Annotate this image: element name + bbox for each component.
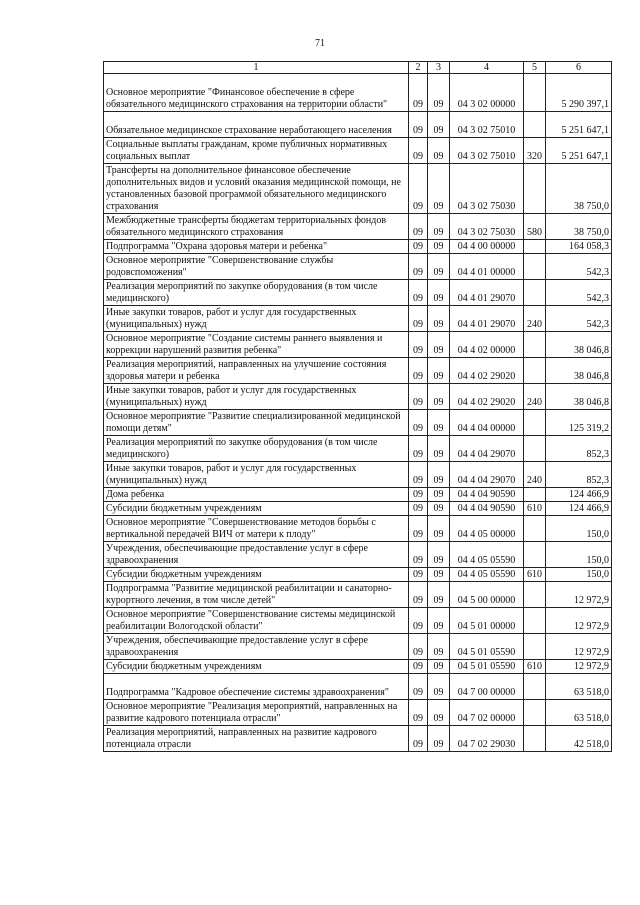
subsection-code: 09 bbox=[428, 384, 450, 410]
target-article-code: 04 5 01 05590 bbox=[450, 660, 524, 674]
target-article-code: 04 3 02 75010 bbox=[450, 138, 524, 164]
amount: 38 046,8 bbox=[546, 332, 612, 358]
expense-type-code bbox=[524, 436, 546, 462]
row-name: Социальные выплаты гражданам, кроме публичных нормативных социальных выплат bbox=[104, 138, 409, 164]
expense-type-code: 240 bbox=[524, 462, 546, 488]
table-row bbox=[104, 306, 612, 332]
amount: 150,0 bbox=[546, 516, 612, 542]
target-article-code: 04 4 01 29070 bbox=[450, 280, 524, 306]
target-article-code: 04 3 02 75030 bbox=[450, 214, 524, 240]
row-name: Реализация мероприятий, направленных на развитие кадрового потенциала отрасли bbox=[104, 726, 409, 752]
section-code: 09 bbox=[409, 542, 428, 568]
row-name: Межбюджетные трансферты бюджетам территориальных фондов обязательного медицинского страхования bbox=[104, 214, 409, 240]
target-article-code: 04 4 05 05590 bbox=[450, 568, 524, 582]
table-row bbox=[104, 608, 612, 634]
row-name: Субсидии бюджетным учреждениям bbox=[104, 568, 409, 582]
column-header: 2 bbox=[409, 62, 428, 74]
table-body bbox=[104, 74, 612, 752]
row-name: Трансферты на дополнительное финансовое обеспечение дополнительных видов и условий оказания медицинской помощи, не установленных базовой программой обязательного медицинского страхования bbox=[104, 164, 409, 214]
amount: 542,3 bbox=[546, 306, 612, 332]
expense-type-code: 320 bbox=[524, 138, 546, 164]
row-name: Субсидии бюджетным учреждениям bbox=[104, 502, 409, 516]
amount: 125 319,2 bbox=[546, 410, 612, 436]
target-article-code: 04 5 01 05590 bbox=[450, 634, 524, 660]
amount: 852,3 bbox=[546, 462, 612, 488]
expense-type-code bbox=[524, 358, 546, 384]
subsection-code: 09 bbox=[428, 488, 450, 502]
row-name: Иные закупки товаров, работ и услуг для государственных (муниципальных) нужд bbox=[104, 462, 409, 488]
column-header: 1 bbox=[104, 62, 409, 74]
row-name: Основное мероприятие "Совершенствование методов борьбы с вертикальной передачей ВИЧ от матери к плоду" bbox=[104, 516, 409, 542]
row-name: Иные закупки товаров, работ и услуг для государственных (муниципальных) нужд bbox=[104, 306, 409, 332]
amount: 5 251 647,1 bbox=[546, 138, 612, 164]
target-article-code: 04 7 02 29030 bbox=[450, 726, 524, 752]
row-name: Основное мероприятие "Финансовое обеспечение в сфере обязательного медицинского страхования на территории области" bbox=[104, 74, 409, 112]
table-row bbox=[104, 516, 612, 542]
column-header: 4 bbox=[450, 62, 524, 74]
table-row bbox=[104, 410, 612, 436]
section-code: 09 bbox=[409, 436, 428, 462]
subsection-code: 09 bbox=[428, 214, 450, 240]
page-number: 71 bbox=[315, 38, 325, 49]
expense-type-code bbox=[524, 410, 546, 436]
target-article-code: 04 4 01 29070 bbox=[450, 306, 524, 332]
target-article-code: 04 5 01 00000 bbox=[450, 608, 524, 634]
subsection-code: 09 bbox=[428, 674, 450, 700]
section-code: 09 bbox=[409, 280, 428, 306]
subsection-code: 09 bbox=[428, 502, 450, 516]
row-name: Подпрограмма "Охрана здоровья матери и ребенка" bbox=[104, 240, 409, 254]
amount: 542,3 bbox=[546, 280, 612, 306]
table-row bbox=[104, 384, 612, 410]
amount: 150,0 bbox=[546, 542, 612, 568]
amount: 12 972,9 bbox=[546, 608, 612, 634]
table-row bbox=[104, 240, 612, 254]
section-code: 09 bbox=[409, 608, 428, 634]
target-article-code: 04 3 02 75030 bbox=[450, 164, 524, 214]
section-code: 09 bbox=[409, 516, 428, 542]
row-name: Учреждения, обеспечивающие предоставление услуг в сфере здравоохранения bbox=[104, 634, 409, 660]
section-code: 09 bbox=[409, 214, 428, 240]
amount: 124 466,9 bbox=[546, 502, 612, 516]
amount: 124 466,9 bbox=[546, 488, 612, 502]
column-header: 5 bbox=[524, 62, 546, 74]
table-row bbox=[104, 726, 612, 752]
subsection-code: 09 bbox=[428, 516, 450, 542]
section-code: 09 bbox=[409, 410, 428, 436]
target-article-code: 04 4 05 00000 bbox=[450, 516, 524, 542]
row-name: Иные закупки товаров, работ и услуг для государственных (муниципальных) нужд bbox=[104, 384, 409, 410]
section-code: 09 bbox=[409, 582, 428, 608]
expense-type-code: 610 bbox=[524, 502, 546, 516]
row-name: Подпрограмма "Кадровое обеспечение системы здравоохранения" bbox=[104, 674, 409, 700]
section-code: 09 bbox=[409, 358, 428, 384]
target-article-code: 04 4 04 29070 bbox=[450, 462, 524, 488]
target-article-code: 04 4 02 29020 bbox=[450, 384, 524, 410]
section-code: 09 bbox=[409, 568, 428, 582]
row-name: Обязательное медицинское страхование неработающего населения bbox=[104, 112, 409, 138]
subsection-code: 09 bbox=[428, 436, 450, 462]
amount: 42 518,0 bbox=[546, 726, 612, 752]
expense-type-code bbox=[524, 488, 546, 502]
table-row bbox=[104, 138, 612, 164]
section-code: 09 bbox=[409, 240, 428, 254]
row-name: Учреждения, обеспечивающие предоставление услуг в сфере здравоохранения bbox=[104, 542, 409, 568]
expense-type-code: 610 bbox=[524, 660, 546, 674]
subsection-code: 09 bbox=[428, 410, 450, 436]
amount: 63 518,0 bbox=[546, 674, 612, 700]
section-code: 09 bbox=[409, 674, 428, 700]
target-article-code: 04 4 04 00000 bbox=[450, 410, 524, 436]
row-name: Реализация мероприятий, направленных на улучшение состояния здоровья матери и ребенка bbox=[104, 358, 409, 384]
table-row bbox=[104, 674, 612, 700]
target-article-code: 04 3 02 00000 bbox=[450, 74, 524, 112]
table-row bbox=[104, 112, 612, 138]
expense-type-code bbox=[524, 164, 546, 214]
subsection-code: 09 bbox=[428, 568, 450, 582]
subsection-code: 09 bbox=[428, 700, 450, 726]
amount: 852,3 bbox=[546, 436, 612, 462]
budget-table bbox=[103, 61, 612, 752]
target-article-code: 04 4 02 29020 bbox=[450, 358, 524, 384]
table-row bbox=[104, 488, 612, 502]
table-row bbox=[104, 74, 612, 112]
amount: 63 518,0 bbox=[546, 700, 612, 726]
amount: 12 972,9 bbox=[546, 634, 612, 660]
row-name: Субсидии бюджетным учреждениям bbox=[104, 660, 409, 674]
table-row bbox=[104, 660, 612, 674]
expense-type-code: 610 bbox=[524, 568, 546, 582]
subsection-code: 09 bbox=[428, 74, 450, 112]
subsection-code: 09 bbox=[428, 582, 450, 608]
expense-type-code bbox=[524, 582, 546, 608]
amount: 164 058,3 bbox=[546, 240, 612, 254]
section-code: 09 bbox=[409, 462, 428, 488]
subsection-code: 09 bbox=[428, 634, 450, 660]
subsection-code: 09 bbox=[428, 608, 450, 634]
expense-type-code: 240 bbox=[524, 384, 546, 410]
section-code: 09 bbox=[409, 112, 428, 138]
row-name: Подпрограмма "Развитие медицинской реабилитации и санаторно-курортного лечения, в том числе детей" bbox=[104, 582, 409, 608]
column-header: 3 bbox=[428, 62, 450, 74]
target-article-code: 04 3 02 75010 bbox=[450, 112, 524, 138]
expense-type-code bbox=[524, 240, 546, 254]
row-name: Основное мероприятие "Совершенствование системы медицинской реабилитации Вологодской области" bbox=[104, 608, 409, 634]
row-name: Основное мероприятие "Развитие специализированной медицинской помощи детям" bbox=[104, 410, 409, 436]
section-code: 09 bbox=[409, 660, 428, 674]
expense-type-code bbox=[524, 112, 546, 138]
table-row bbox=[104, 582, 612, 608]
subsection-code: 09 bbox=[428, 332, 450, 358]
section-code: 09 bbox=[409, 254, 428, 280]
target-article-code: 04 7 02 00000 bbox=[450, 700, 524, 726]
table-row bbox=[104, 542, 612, 568]
expense-type-code bbox=[524, 726, 546, 752]
section-code: 09 bbox=[409, 634, 428, 660]
subsection-code: 09 bbox=[428, 280, 450, 306]
expense-type-code bbox=[524, 674, 546, 700]
row-name: Основное мероприятие "Создание системы раннего выявления и коррекции нарушений развития ребенка" bbox=[104, 332, 409, 358]
amount: 38 046,8 bbox=[546, 358, 612, 384]
target-article-code: 04 4 02 00000 bbox=[450, 332, 524, 358]
table-row bbox=[104, 462, 612, 488]
section-code: 09 bbox=[409, 502, 428, 516]
row-name: Основное мероприятие "Реализация мероприятий, направленных на развитие кадрового потенциала отрасли" bbox=[104, 700, 409, 726]
amount: 38 046,8 bbox=[546, 384, 612, 410]
expense-type-code bbox=[524, 332, 546, 358]
expense-type-code bbox=[524, 542, 546, 568]
subsection-code: 09 bbox=[428, 462, 450, 488]
column-header: 6 bbox=[546, 62, 612, 74]
table-row bbox=[104, 358, 612, 384]
subsection-code: 09 bbox=[428, 164, 450, 214]
table-row bbox=[104, 164, 612, 214]
subsection-code: 09 bbox=[428, 240, 450, 254]
subsection-code: 09 bbox=[428, 254, 450, 280]
row-name: Реализация мероприятий по закупке оборудования (в том числе медицинского) bbox=[104, 280, 409, 306]
target-article-code: 04 4 04 90590 bbox=[450, 488, 524, 502]
subsection-code: 09 bbox=[428, 112, 450, 138]
section-code: 09 bbox=[409, 700, 428, 726]
amount: 5 251 647,1 bbox=[546, 112, 612, 138]
amount: 12 972,9 bbox=[546, 582, 612, 608]
target-article-code: 04 4 04 90590 bbox=[450, 502, 524, 516]
target-article-code: 04 4 04 29070 bbox=[450, 436, 524, 462]
row-name: Основное мероприятие "Совершенствование службы родовспоможения" bbox=[104, 254, 409, 280]
expense-type-code bbox=[524, 74, 546, 112]
table-row bbox=[104, 700, 612, 726]
table-row bbox=[104, 634, 612, 660]
expense-type-code bbox=[524, 516, 546, 542]
section-code: 09 bbox=[409, 138, 428, 164]
subsection-code: 09 bbox=[428, 358, 450, 384]
expense-type-code bbox=[524, 254, 546, 280]
expense-type-code bbox=[524, 634, 546, 660]
target-article-code: 04 4 05 05590 bbox=[450, 542, 524, 568]
amount: 542,3 bbox=[546, 254, 612, 280]
section-code: 09 bbox=[409, 306, 428, 332]
target-article-code: 04 5 00 00000 bbox=[450, 582, 524, 608]
table-row bbox=[104, 568, 612, 582]
amount: 5 290 397,1 bbox=[546, 74, 612, 112]
target-article-code: 04 7 00 00000 bbox=[450, 674, 524, 700]
table-row bbox=[104, 280, 612, 306]
target-article-code: 04 4 01 00000 bbox=[450, 254, 524, 280]
table-row bbox=[104, 254, 612, 280]
section-code: 09 bbox=[409, 74, 428, 112]
section-code: 09 bbox=[409, 164, 428, 214]
target-article-code: 04 4 00 00000 bbox=[450, 240, 524, 254]
subsection-code: 09 bbox=[428, 306, 450, 332]
subsection-code: 09 bbox=[428, 660, 450, 674]
section-code: 09 bbox=[409, 332, 428, 358]
table-row bbox=[104, 502, 612, 516]
expense-type-code: 240 bbox=[524, 306, 546, 332]
expense-type-code bbox=[524, 280, 546, 306]
table-row bbox=[104, 214, 612, 240]
amount: 38 750,0 bbox=[546, 164, 612, 214]
section-code: 09 bbox=[409, 726, 428, 752]
subsection-code: 09 bbox=[428, 726, 450, 752]
expense-type-code: 580 bbox=[524, 214, 546, 240]
section-code: 09 bbox=[409, 488, 428, 502]
table-row bbox=[104, 332, 612, 358]
table-header-row bbox=[104, 62, 612, 74]
section-code: 09 bbox=[409, 384, 428, 410]
row-name: Дома ребенка bbox=[104, 488, 409, 502]
row-name: Реализация мероприятий по закупке оборудования (в том числе медицинского) bbox=[104, 436, 409, 462]
table-row bbox=[104, 436, 612, 462]
amount: 150,0 bbox=[546, 568, 612, 582]
amount: 12 972,9 bbox=[546, 660, 612, 674]
subsection-code: 09 bbox=[428, 138, 450, 164]
subsection-code: 09 bbox=[428, 542, 450, 568]
expense-type-code bbox=[524, 700, 546, 726]
expense-type-code bbox=[524, 608, 546, 634]
amount: 38 750,0 bbox=[546, 214, 612, 240]
